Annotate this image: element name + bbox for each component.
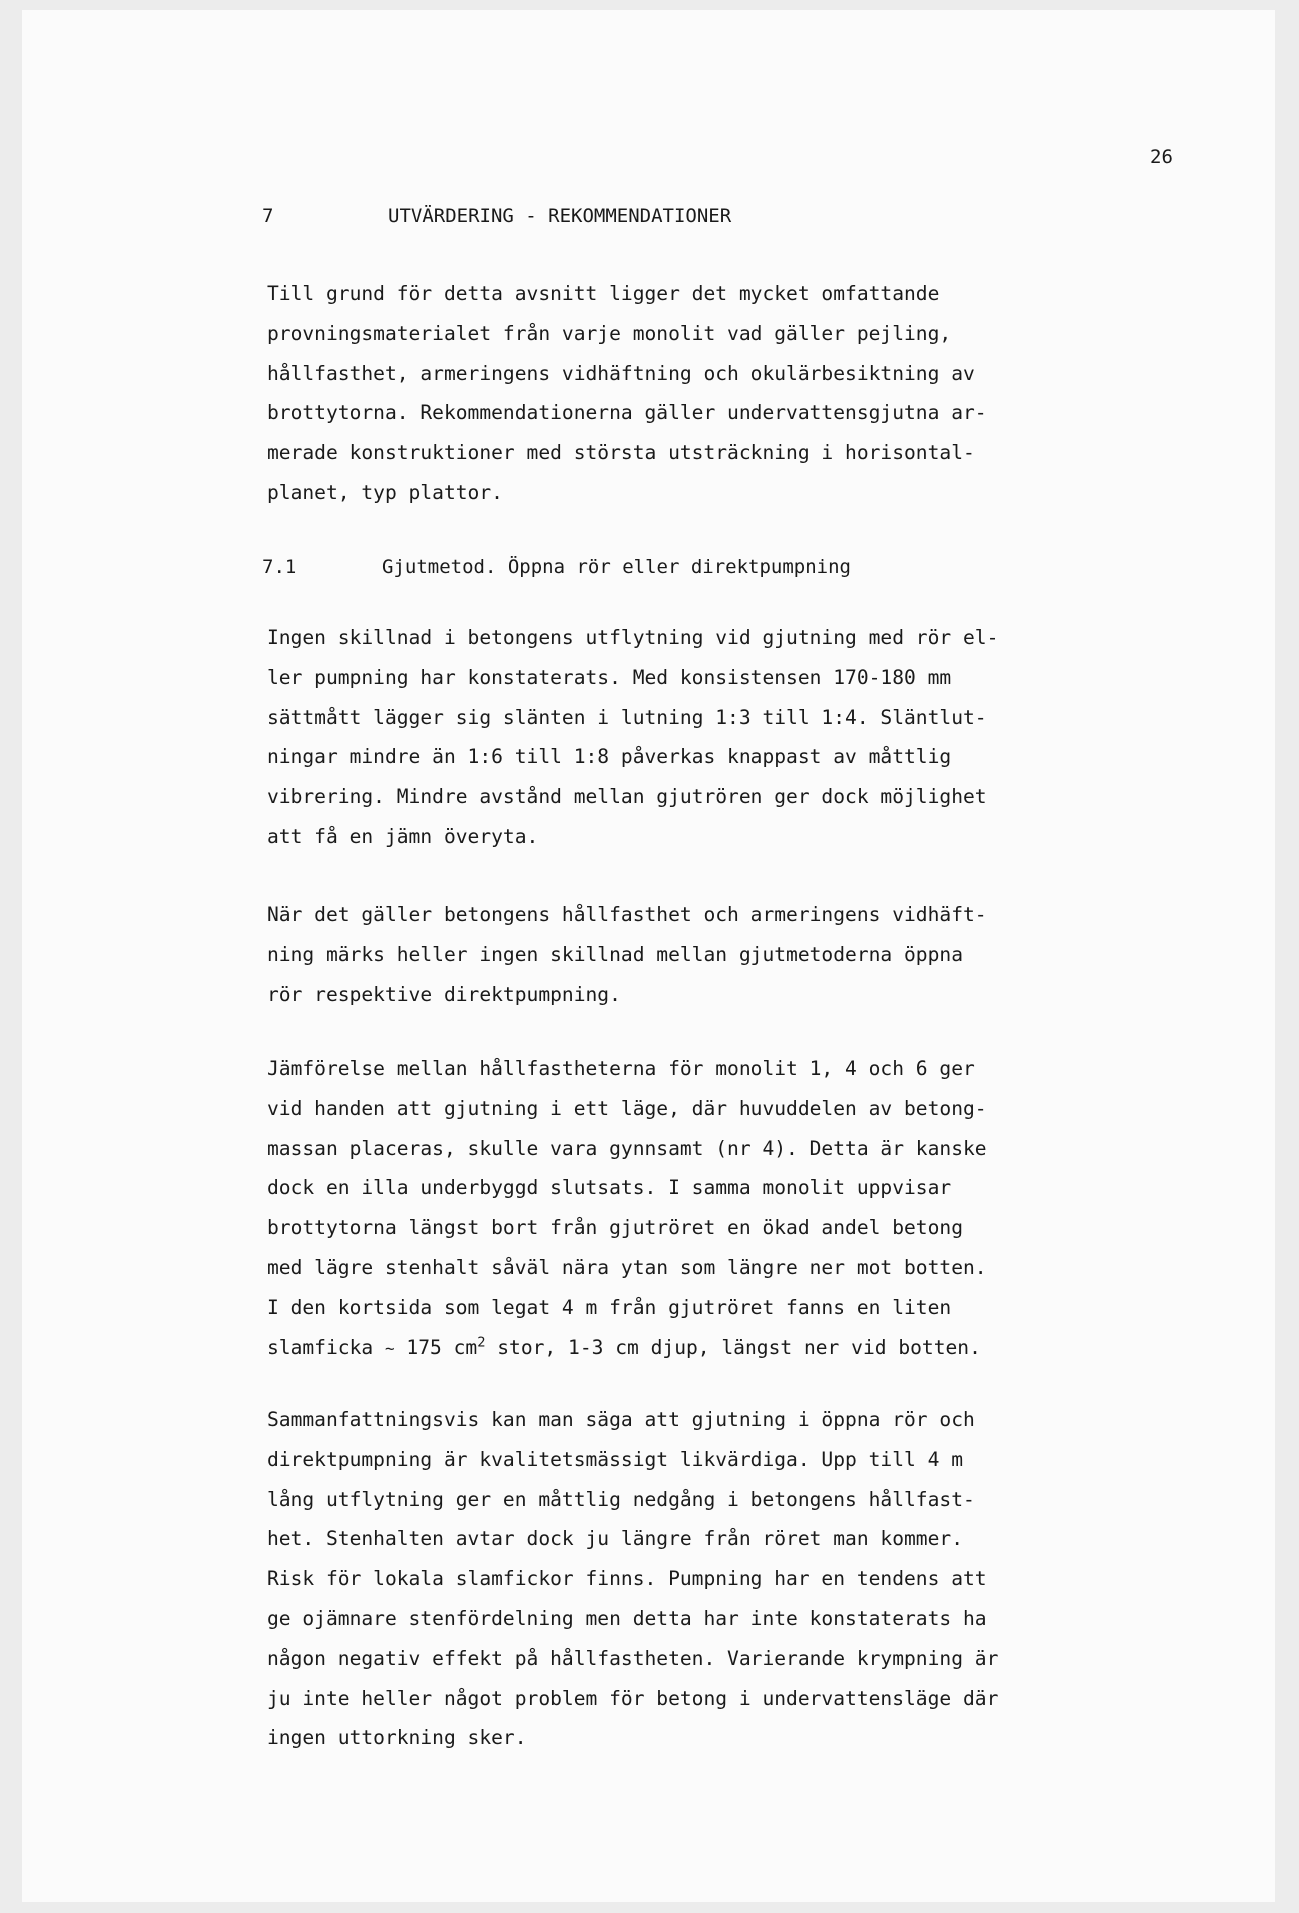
text-line: När det gäller betongens hållfasthet och armeringens vidhäft- <box>267 903 987 926</box>
paragraph-comparison <box>267 1049 987 1368</box>
document-page <box>22 10 1275 1902</box>
text-line: lång utflytning ger en måttlig nedgång i betongens hållfast- <box>267 1487 975 1511</box>
paragraph-summary <box>267 1400 998 1758</box>
text-line: med lägre stenhalt såväl nära ytan som längre ner mot botten. <box>267 1255 987 1279</box>
text-line: brottytorna. Rekommendationerna gäller undervattensgjutna ar- <box>267 401 987 425</box>
text-line: het. Stenhalten avtar dock ju längre från röret man kommer. <box>267 1527 963 1551</box>
text-line: ning märks heller ingen skillnad mellan gjutmetoderna öppna <box>267 942 963 966</box>
text-line: sättmått lägger sig slänten i lutning 1:3 till 1:4. Släntlut- <box>267 705 987 729</box>
text-line: Jämförelse mellan hållfastheterna för monolit 1, 4 och 6 ger <box>267 1057 975 1080</box>
chapter-title: UTVÄRDERING - REKOMMENDATIONER <box>388 205 732 227</box>
text-line: rör respektive direktpumpning. <box>267 982 621 1006</box>
text-line: merade konstruktioner med största utsträckning i horisontal- <box>267 441 975 465</box>
text-line: Sammanfattningsvis kan man säga att gjutning i öppna rör och <box>267 1408 975 1431</box>
page-number: 26 <box>1150 146 1173 168</box>
text-line: brottytorna längst bort från gjutröret en ökad andel betong <box>267 1216 963 1240</box>
text-line: ler pumpning har konstaterats. Med konsistensen 170-180 mm <box>267 665 952 689</box>
text-line: dock en illa underbyggd slutsats. I samma monolit uppvisar <box>267 1176 952 1200</box>
text-line: vid handen att gjutning i ett läge, där huvuddelen av betong- <box>267 1096 987 1120</box>
text-line-slamficka <box>267 1328 987 1369</box>
text-fragment: stor, 1-3 cm djup, längst ner vid botten. <box>485 1335 981 1359</box>
text-line: ingen uttorkning sker. <box>267 1726 527 1750</box>
text-line: provningsmaterialet från varje monolit vad gäller pejling, <box>267 321 952 345</box>
section-title: Gjutmetod. Öppna rör eller direktpumpning <box>382 556 851 578</box>
text-line: direktpumpning är kvalitetsmässigt likvärdiga. Upp till 4 m <box>267 1447 963 1471</box>
section-number: 7.1 <box>262 556 297 578</box>
text-line: ningar mindre än 1:6 till 1:8 påverkas knappast av måttlig <box>267 745 952 769</box>
text-line: vibrering. Mindre avstånd mellan gjutrören ger dock möjlighet <box>267 785 987 809</box>
text-line: att få en jämn överyta. <box>267 824 539 848</box>
text-fragment: slamficka <box>267 1335 385 1359</box>
text-line: Risk för lokala slamfickor finns. Pumpning har en tendens att <box>267 1567 987 1591</box>
text-fragment: 175 cm <box>394 1335 478 1359</box>
text-line: Till grund för detta avsnitt ligger det mycket omfattande <box>267 282 940 305</box>
text-line: I den kortsida som legat 4 m från gjutröret fanns en liten <box>267 1295 952 1319</box>
chapter-number: 7 <box>262 205 274 227</box>
paragraph-strength <box>267 895 987 1014</box>
text-line: ge ojämnare stenfördelning men detta har inte konstaterats ha <box>267 1606 987 1630</box>
intro-paragraph <box>267 274 987 513</box>
text-line: planet, typ plattor. <box>267 480 503 504</box>
paragraph-casting-flow <box>267 618 998 857</box>
text-line: hållfasthet, armeringens vidhäftning och okulärbesiktning av <box>267 361 975 385</box>
superscript: 2 <box>477 1334 486 1351</box>
approx-symbol: ~ <box>384 1338 395 1358</box>
text-line: ju inte heller något problem för betong i undervattensläge där <box>267 1686 999 1710</box>
text-line: Ingen skillnad i betongens utflytning vid gjutning med rör el- <box>267 626 999 649</box>
text-line: massan placeras, skulle vara gynnsamt (nr 4). Detta är kanske <box>267 1136 987 1160</box>
text-line: någon negativ effekt på hållfastheten. Varierande krympning är <box>267 1646 999 1670</box>
